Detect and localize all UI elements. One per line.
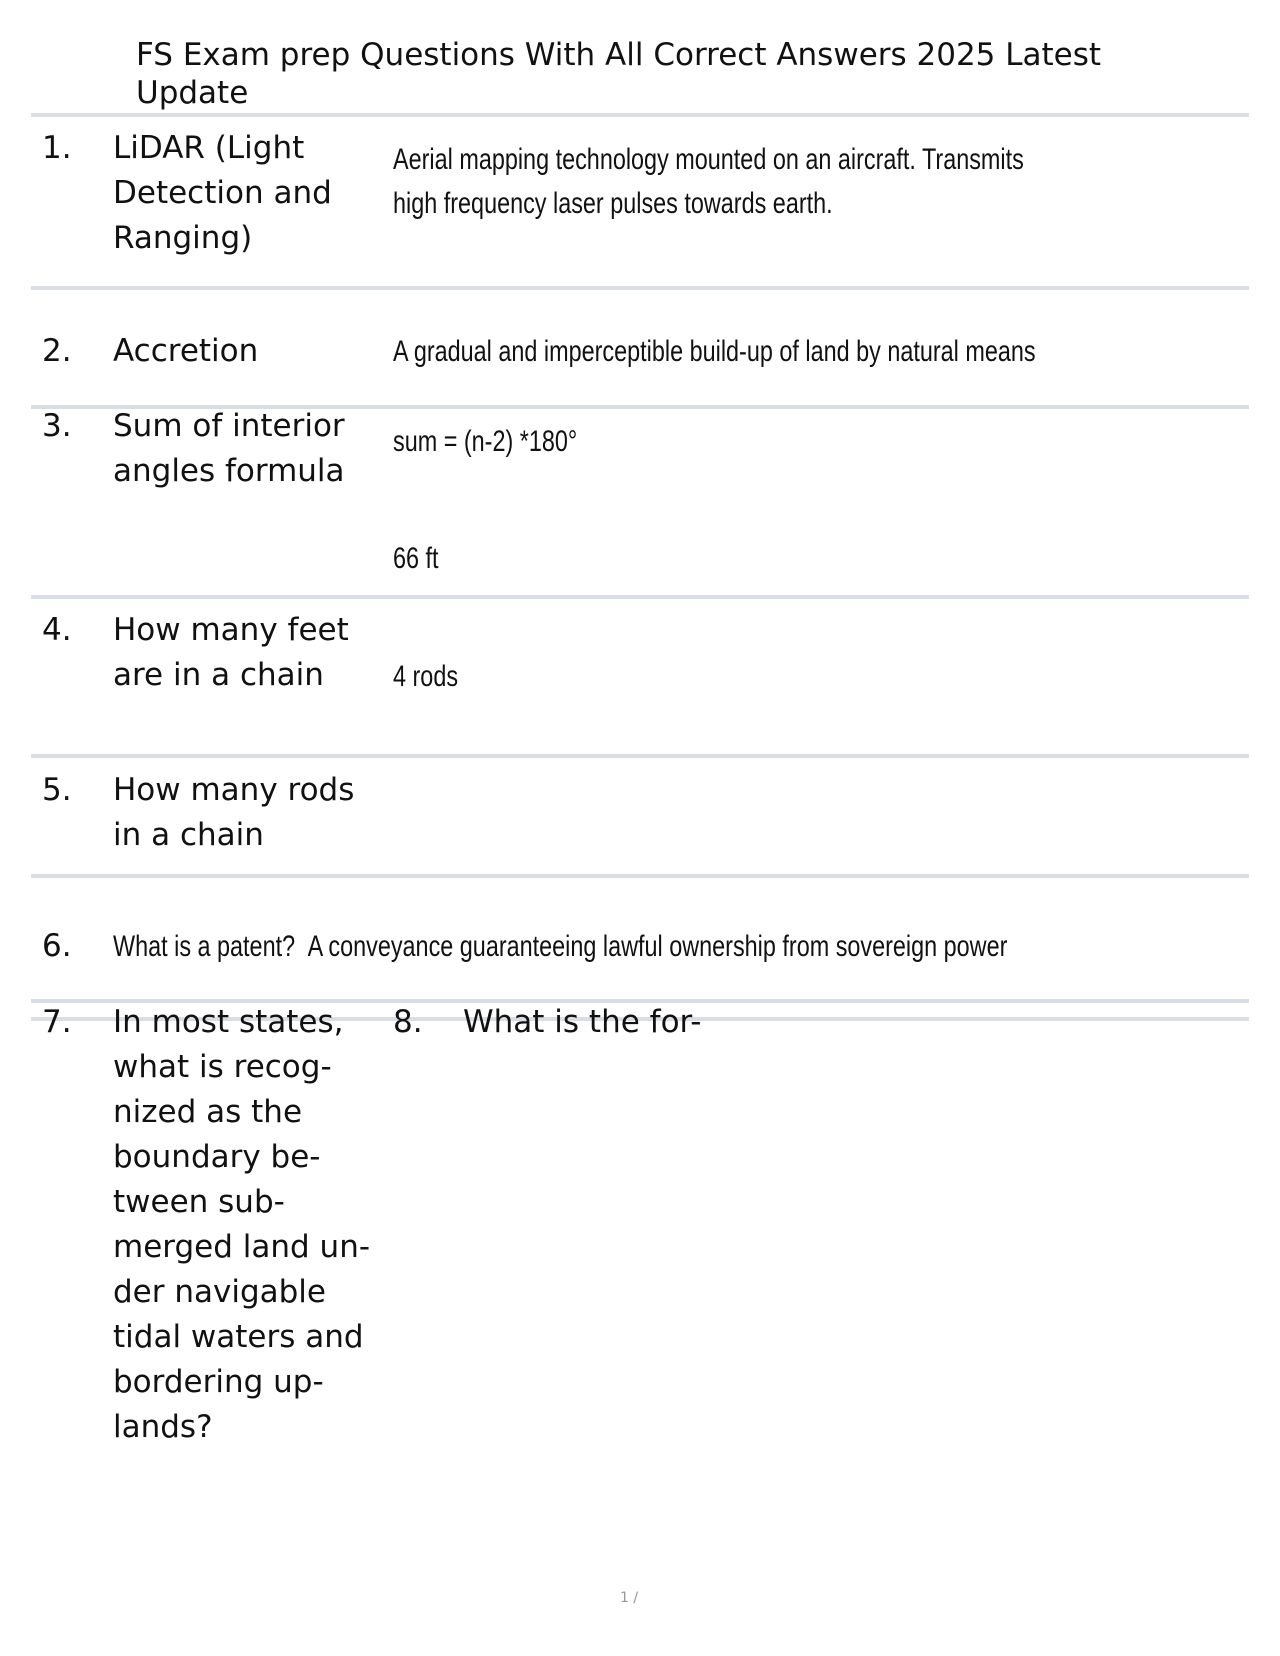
item-term: What is a patent?: [113, 930, 296, 963]
item-definition: Aerial mapping technology mounted on an aircraft. Transmits high frequency laser pulses towards earth.: [393, 143, 1024, 220]
divider: [31, 874, 1249, 878]
item-number: 4.: [42, 612, 72, 648]
item-definition: 4 rods: [393, 660, 459, 693]
divider: [31, 286, 1249, 290]
item-number: 5.: [42, 772, 72, 808]
item-term: Accretion: [113, 333, 259, 369]
item-term: How many feet are in a chain: [113, 612, 349, 693]
item-definition: 66 ft: [393, 542, 439, 575]
item-term: Sum of interior angles formula: [113, 408, 345, 489]
item-term: What is the for-: [463, 1004, 702, 1040]
item-definition: A conveyance guaranteeing lawful ownership from sovereign power: [307, 930, 1008, 963]
item-term: In most states, what is recog- nized as the boundary be- tween sub- merged land un- der navigable tidal waters and bordering up- lands?: [113, 1004, 371, 1445]
item-term: How many rods in a chain: [113, 772, 355, 853]
item-number: 6.: [42, 928, 72, 964]
item-number: 1.: [42, 130, 72, 166]
divider: [31, 113, 1249, 117]
item-definition: sum = (n-2) *180°: [393, 425, 578, 458]
item-number: 7.: [42, 1004, 72, 1040]
item-number: 2.: [42, 333, 72, 369]
divider: [31, 754, 1249, 758]
item-definition: A gradual and imperceptible build-up of land by natural means: [393, 335, 1036, 368]
divider: [31, 595, 1249, 599]
page-number: 1 /: [620, 1590, 639, 1606]
page-title: FS Exam prep Questions With All Correct Answers 2025 Latest Update: [136, 37, 1102, 111]
item-number: 3.: [42, 408, 72, 444]
item-term: LiDAR (Light Detection and Ranging): [113, 130, 332, 256]
item-number: 8.: [393, 1004, 423, 1040]
item-row: [113, 925, 1020, 969]
